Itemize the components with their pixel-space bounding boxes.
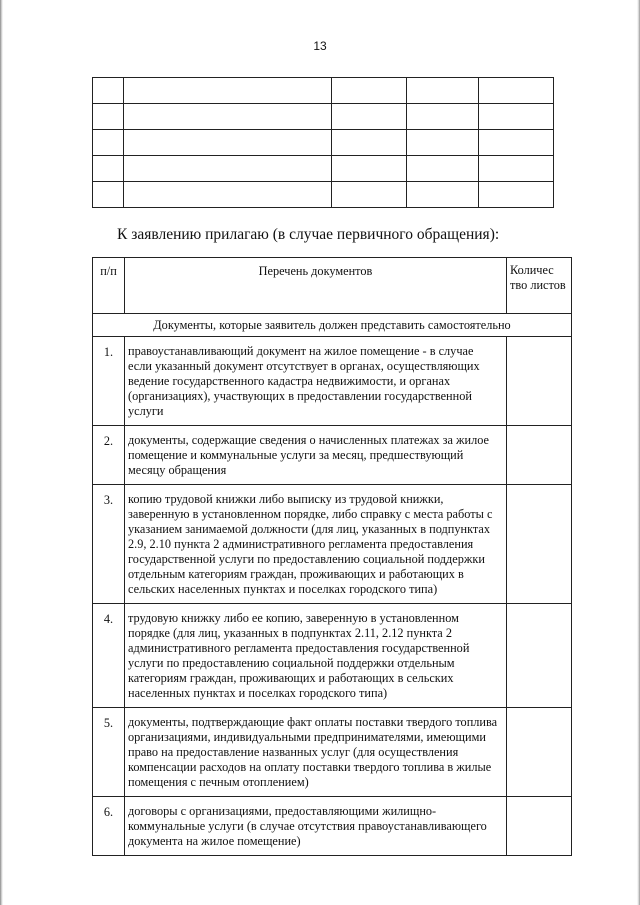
empty-table-row <box>93 156 554 182</box>
attachment-intro: К заявлению прилагаю (в случае первичного обращения): <box>117 226 500 243</box>
row-number: 4. <box>93 604 125 708</box>
empty-table-row <box>93 78 554 104</box>
document-description: трудовую книжку либо ее копию, заверенную в установленном порядке (для лиц, указанных в подпунктах 2.11, 2.12 пункта 2 административного регламента предоставления государственной услуги по предоставлению социальной поддержки отдельным категориям граждан, проживающих и работающих в сельских населенных пунктах и поселках городского типа) <box>125 604 507 708</box>
empty-cell <box>479 156 554 182</box>
section-title: Документы, которые заявитель должен представить самостоятельно <box>93 314 572 337</box>
row-number: 1. <box>93 337 125 426</box>
column-header-count: Количес тво листов <box>507 258 572 314</box>
scan-edge-left <box>0 0 3 905</box>
row-number: 3. <box>93 485 125 604</box>
table-row <box>93 485 572 604</box>
column-header-documents: Перечень документов <box>125 258 507 314</box>
sheet-count-cell <box>507 337 572 426</box>
sheet-count-cell <box>507 708 572 797</box>
document-description: договоры с организациями, предоставляющими жилищно-коммунальные услуги (в случае отсутствия правоустанавливающего документа на жилое помещение) <box>125 797 507 856</box>
sheet-count-cell <box>507 604 572 708</box>
sheet-count-cell <box>507 426 572 485</box>
empty-cell <box>332 182 407 208</box>
table-row <box>93 797 572 856</box>
empty-cell <box>332 156 407 182</box>
empty-cell <box>407 130 479 156</box>
table-row <box>93 604 572 708</box>
page-number: 13 <box>313 39 327 53</box>
empty-cell <box>93 78 124 104</box>
document-description: документы, подтверждающие факт оплаты поставки твердого топлива организациями, индивидуальными предпринимателями, имеющими право на предоставление названных услуг (для осуществления компенсации расходов на оплату поставки твердого топлива в жилые помещения с печным отоплением) <box>125 708 507 797</box>
empty-cell <box>407 182 479 208</box>
document-description: документы, содержащие сведения о начисленных платежах за жилое помещение и коммунальные услуги за месяц, предшествующий месяцу обращения <box>125 426 507 485</box>
empty-cell <box>479 130 554 156</box>
empty-table-row <box>93 130 554 156</box>
empty-cell <box>93 104 124 130</box>
empty-cell <box>123 182 332 208</box>
document-description: правоустанавливающий документ на жилое помещение - в случае если указанный документ отсутствует в органах, осуществляющих ведение государственного кадастра недвижимости, и органах (организациях), участвующих в предоставлении государственной услуги <box>125 337 507 426</box>
empty-cell <box>332 78 407 104</box>
empty-cell <box>123 156 332 182</box>
empty-cell <box>93 130 124 156</box>
sheet-count-cell <box>507 797 572 856</box>
empty-cell <box>93 156 124 182</box>
empty-cell <box>123 130 332 156</box>
empty-cell <box>407 156 479 182</box>
table-row <box>93 337 572 426</box>
empty-cell <box>479 78 554 104</box>
sheet-count-cell <box>507 485 572 604</box>
empty-table-row <box>93 104 554 130</box>
empty-cell <box>332 104 407 130</box>
empty-cell <box>123 104 332 130</box>
empty-cell <box>479 104 554 130</box>
empty-cell <box>332 130 407 156</box>
table-row <box>93 708 572 797</box>
empty-table-row <box>93 182 554 208</box>
row-number: 2. <box>93 426 125 485</box>
empty-cell <box>123 78 332 104</box>
section-row <box>93 314 572 337</box>
empty-table <box>92 77 554 208</box>
table-row <box>93 426 572 485</box>
column-header-num: п/п <box>93 258 125 314</box>
empty-cell <box>407 104 479 130</box>
empty-cell <box>407 78 479 104</box>
row-number: 6. <box>93 797 125 856</box>
empty-cell <box>93 182 124 208</box>
table-header-row <box>93 258 572 314</box>
empty-cell <box>479 182 554 208</box>
document-description: копию трудовой книжки либо выписку из трудовой книжки, заверенную в установленном порядке, либо справку с места работы с указанием занимаемой должности (для лиц, указанных в подпунктах 2.9, 2.10 пункта 2 административного регламента предоставления государственной услуги по предоставлению социальной поддержки отдельным категориям граждан, проживающих и работающих в сельских населенных пунктах и поселках городского типа) <box>125 485 507 604</box>
documents-table <box>92 257 572 856</box>
row-number: 5. <box>93 708 125 797</box>
